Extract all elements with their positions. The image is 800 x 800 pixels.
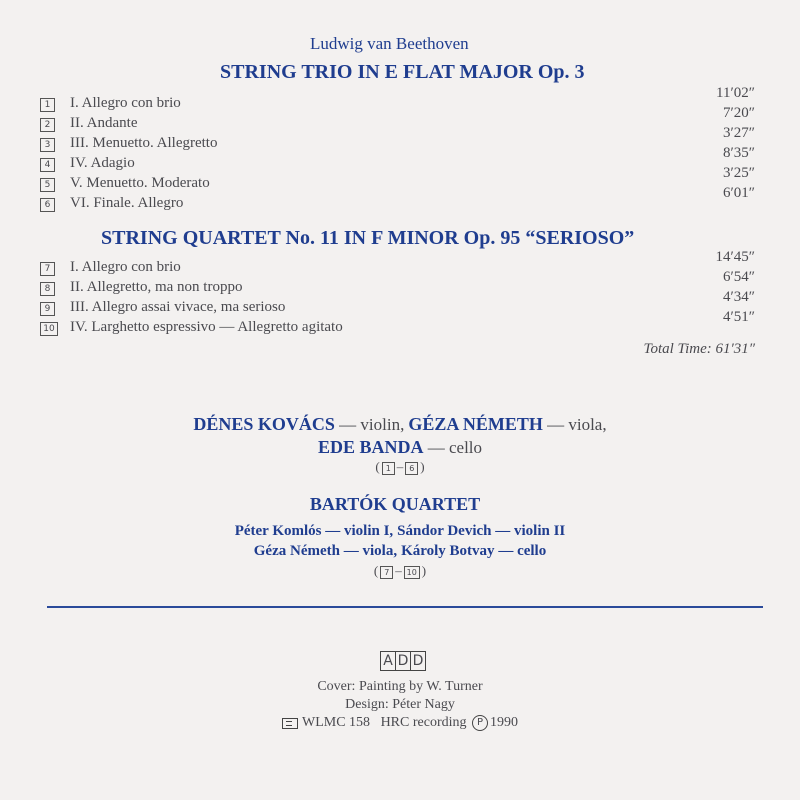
track-title: IV. Adagio [70, 155, 135, 171]
track-title: II. Allegretto, ma non troppo [70, 279, 243, 295]
member-role: — cello [494, 543, 547, 559]
track-duration: 14′45″ [715, 249, 755, 265]
track-title: IV. Larghetto espressivo — Allegretto agitato [70, 319, 343, 335]
performer-name: EDE BANDA [317, 437, 424, 457]
phonogram-copyright-icon: P [472, 715, 488, 731]
catalog-line [0, 715, 800, 731]
quartet-name: BARTÓK QUARTET [309, 494, 481, 514]
track-duration: 4′34″ [722, 289, 755, 305]
track-duration: 11′02″ [716, 85, 755, 101]
member-name: Károly Botvay [401, 543, 495, 559]
trio-track-range: ( 1 – 6 ) [375, 459, 425, 474]
track-duration: 7′20″ [722, 105, 755, 121]
copyright-year: 1990 [490, 715, 518, 731]
performer-role: — viola, [542, 415, 607, 434]
track-title: VI. Finale. Allegro [70, 195, 184, 211]
track-duration: 3′25″ [722, 165, 755, 181]
track-title: III. Menuetto. Allegretto [70, 135, 218, 151]
track-number-box: 2 [40, 118, 55, 132]
work2-tracklist [40, 249, 755, 339]
track-row [40, 309, 755, 339]
trio-performers-line1 [0, 414, 800, 435]
track-number-box: 8 [40, 282, 55, 296]
total-time: Total Time: 61′31″ [643, 341, 755, 357]
performer-name: GÉZA NÉMETH [408, 414, 543, 434]
trio-performers-line2 [0, 437, 800, 458]
catalog-number: WLMC 158 [302, 715, 371, 731]
track-number-box: 10 [404, 566, 420, 579]
quartet-members-line2 [0, 542, 800, 560]
track-title: II. Andante [70, 115, 138, 131]
track-title: III. Allegro assai vivace, ma serioso [70, 299, 286, 315]
track-row [40, 249, 755, 279]
divider-line [47, 606, 763, 608]
track-number-box: 6 [405, 462, 418, 475]
track-duration: 6′01″ [722, 185, 755, 201]
track-row [40, 289, 755, 319]
track-number-box: 9 [40, 302, 55, 316]
track-row [40, 125, 755, 155]
track-title: V. Menuetto. Moderato [70, 175, 210, 191]
track-duration: 3′27″ [722, 125, 755, 141]
add-code-box: A D D [380, 651, 426, 671]
track-duration: 8′35″ [722, 145, 755, 161]
cover-credit: Cover: Painting by W. Turner [317, 679, 483, 694]
track-number-box: 4 [40, 158, 55, 172]
work1-title: STRING TRIO IN E FLAT MAJOR Op. 3 [220, 61, 585, 83]
member-name: Péter Komlós [234, 523, 322, 539]
cassette-icon [282, 718, 298, 729]
member-role: — violin II [491, 523, 566, 539]
track-number-box: 1 [382, 462, 395, 475]
member-role: — viola, [339, 543, 398, 559]
track-row [40, 185, 755, 215]
track-number-box: 5 [40, 178, 55, 192]
track-number-box: 6 [40, 198, 55, 212]
track-number-box: 1 [40, 98, 55, 112]
track-number-box: 3 [40, 138, 55, 152]
quartet-track-range: ( 7 – 10 ) [373, 563, 427, 578]
composer-name: Ludwig van Beethoven [310, 34, 469, 53]
track-number-box: 7 [380, 566, 393, 579]
track-row [40, 105, 755, 135]
track-duration: 4′51″ [722, 309, 755, 325]
member-role: — violin I, [321, 523, 394, 539]
track-row [40, 165, 755, 195]
design-credit: Design: Péter Nagy [345, 697, 455, 712]
work2-title: STRING QUARTET No. 11 IN F MINOR Op. 95 “SERIOSO” [101, 227, 635, 249]
work1-tracklist [40, 85, 755, 215]
performer-role: — cello [423, 438, 483, 457]
performer-name: DÉNES KOVÁCS [193, 414, 335, 434]
member-name: Sándor Devich [397, 523, 492, 539]
track-row [40, 269, 755, 299]
track-duration: 6′54″ [722, 269, 755, 285]
recording-label: HRC recording [380, 715, 467, 731]
track-number-box: 7 [40, 262, 55, 276]
member-name: Géza Németh [253, 543, 340, 559]
track-title: I. Allegro con brio [70, 95, 181, 111]
track-number-box: 10 [40, 322, 58, 336]
performer-role: — violin, [334, 415, 405, 434]
track-row [40, 85, 755, 115]
track-row [40, 145, 755, 175]
track-title: I. Allegro con brio [70, 259, 181, 275]
quartet-members-line1 [0, 522, 800, 540]
